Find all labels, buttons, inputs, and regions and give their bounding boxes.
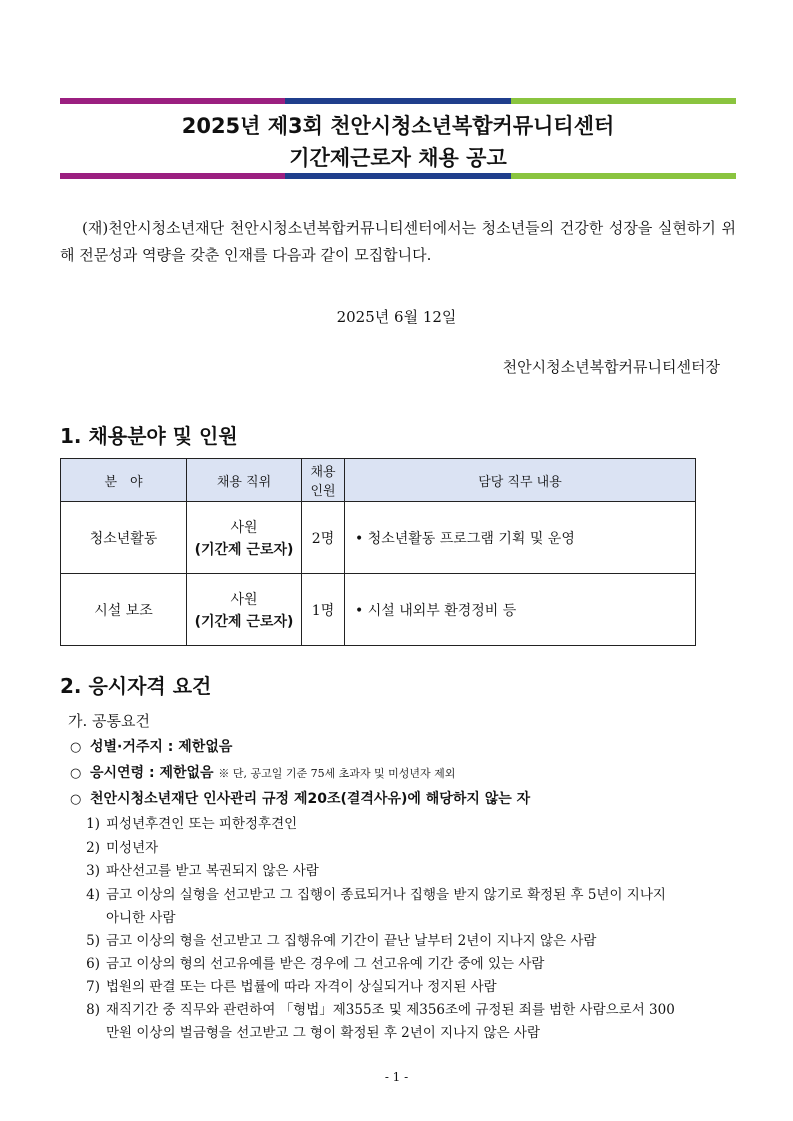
- list-item: [78, 812, 297, 832]
- item-text: 파산선고를 받고 복권되지 않은 사람: [106, 863, 319, 879]
- bar-segment-purple: [60, 98, 285, 104]
- item-text: 금고 이상의 형의 선고유예를 받은 경우에 그 선고유예 기간 중에 있는 사람: [106, 956, 545, 972]
- page-title-line1: 2025년 제3회 천안시청소년복합커뮤니티센터: [181, 114, 615, 138]
- row-position-title: 사원: [230, 591, 258, 608]
- item-text: 법원의 판결 또는 다른 법률에 따라 자격이 상실되거나 정지된 사람: [106, 979, 497, 995]
- table-row: [61, 574, 696, 646]
- bullet-text: 응시연령 : 제한없음: [90, 765, 214, 781]
- item-text: 금고 이상의 형을 선고받고 그 집행유예 기간이 끝난 날부터 2년이 지나지 않은 사람: [106, 933, 597, 949]
- section-1-title: 1. 채용분야 및 인원: [60, 424, 238, 448]
- list-item: [78, 952, 544, 972]
- signature: 천안시청소년복합커뮤니티센터장: [502, 358, 720, 376]
- item-number: 2): [86, 840, 100, 856]
- item-continuation: 만원 이상의 벌금형을 선고받고 그 형이 확정된 후 2년이 지나지 않은 사람: [106, 1025, 540, 1041]
- section-2-title: 2. 응시자격 요건: [60, 674, 212, 698]
- row-duty: • 시설 내외부 환경정비 등: [345, 574, 696, 646]
- header-field: 분 야: [61, 459, 187, 502]
- table-row: [61, 502, 696, 574]
- page-title-line2: 기간제근로자 채용 공고: [289, 146, 507, 170]
- bullet-mark: ○: [70, 766, 82, 781]
- row-count: 2명: [302, 502, 345, 574]
- item-number: 5): [86, 933, 100, 949]
- bar-segment-green: [511, 173, 736, 179]
- header-count-line2: 인원: [310, 484, 336, 499]
- item-number: 1): [86, 816, 100, 832]
- header-top-bar: [60, 98, 736, 104]
- item-text: 금고 이상의 실형을 선고받고 그 집행이 종료되거나 집행을 받지 않기로 확정된 후 5년이 지나지: [106, 887, 666, 903]
- bullet-mark: ○: [70, 792, 82, 807]
- list-item: [78, 929, 596, 949]
- header-position: 채용 직위: [187, 459, 302, 502]
- item-number: 6): [86, 956, 100, 972]
- row-count: 1명: [302, 574, 345, 646]
- row-position-type: (기간제 근로자): [194, 613, 294, 630]
- page-number: - 1 -: [384, 1070, 409, 1084]
- announcement-date: 2025년 6월 12일: [336, 308, 457, 326]
- item-number: 8): [86, 1002, 100, 1018]
- bullet-item: [70, 788, 530, 808]
- subheading-common: 가. 공통요건: [68, 712, 150, 730]
- item-continuation: 아니한 사람: [106, 910, 176, 926]
- item-number: 4): [86, 887, 100, 903]
- list-item: [78, 998, 675, 1018]
- list-item: [78, 883, 666, 903]
- list-item: [78, 859, 319, 879]
- intro-paragraph: (재)천안시청소년재단 천안시청소년복합커뮤니티센터에서는 청소년들의 건강한 성장을 실현하기 위해 전문성과 역량을 갖춘 인재를 다음과 같이 모집합니다.: [60, 219, 736, 264]
- bullet-mark: ○: [70, 740, 82, 755]
- bar-segment-purple: [60, 173, 285, 179]
- list-item: [78, 975, 497, 995]
- bar-segment-green: [511, 98, 736, 104]
- bar-segment-navy: [285, 98, 510, 104]
- bar-segment-navy: [285, 173, 510, 179]
- row-position: [187, 574, 302, 646]
- item-number: 3): [86, 863, 100, 879]
- row-position-type: (기간제 근로자): [194, 541, 294, 558]
- row-position: [187, 502, 302, 574]
- row-position-title: 사원: [230, 519, 258, 536]
- header-bottom-bar: [60, 173, 736, 179]
- header-count: [302, 459, 345, 502]
- row-field: 청소년활동: [61, 502, 187, 574]
- table-header-row: [61, 459, 696, 502]
- item-text: 피성년후견인 또는 피한정후견인: [106, 816, 298, 832]
- item-text: 재직기간 중 직무와 관련하여 「형법」제355조 및 제356조에 규정된 죄를 범한 사람으로서 300: [106, 1002, 675, 1018]
- bullet-text: 성별·거주지 : 제한없음: [90, 739, 233, 755]
- row-field: 시설 보조: [61, 574, 187, 646]
- list-item: [78, 836, 158, 856]
- bullet-text: 천안시청소년재단 인사관리 규정 제20조(결격사유)에 해당하지 않는 자: [90, 791, 531, 807]
- row-duty: • 청소년활동 프로그램 기획 및 운영: [345, 502, 696, 574]
- item-text: 미성년자: [106, 840, 159, 856]
- header-count-line1: 채용: [310, 465, 336, 480]
- recruitment-table: [60, 458, 696, 646]
- bullet-item: [70, 736, 232, 756]
- bullet-item: [70, 762, 455, 782]
- header-duty: 담당 직무 내용: [345, 459, 696, 502]
- bullet-note: ※ 단, 공고일 기준 75세 초과자 및 미성년자 제외: [218, 767, 456, 780]
- item-number: 7): [86, 979, 100, 995]
